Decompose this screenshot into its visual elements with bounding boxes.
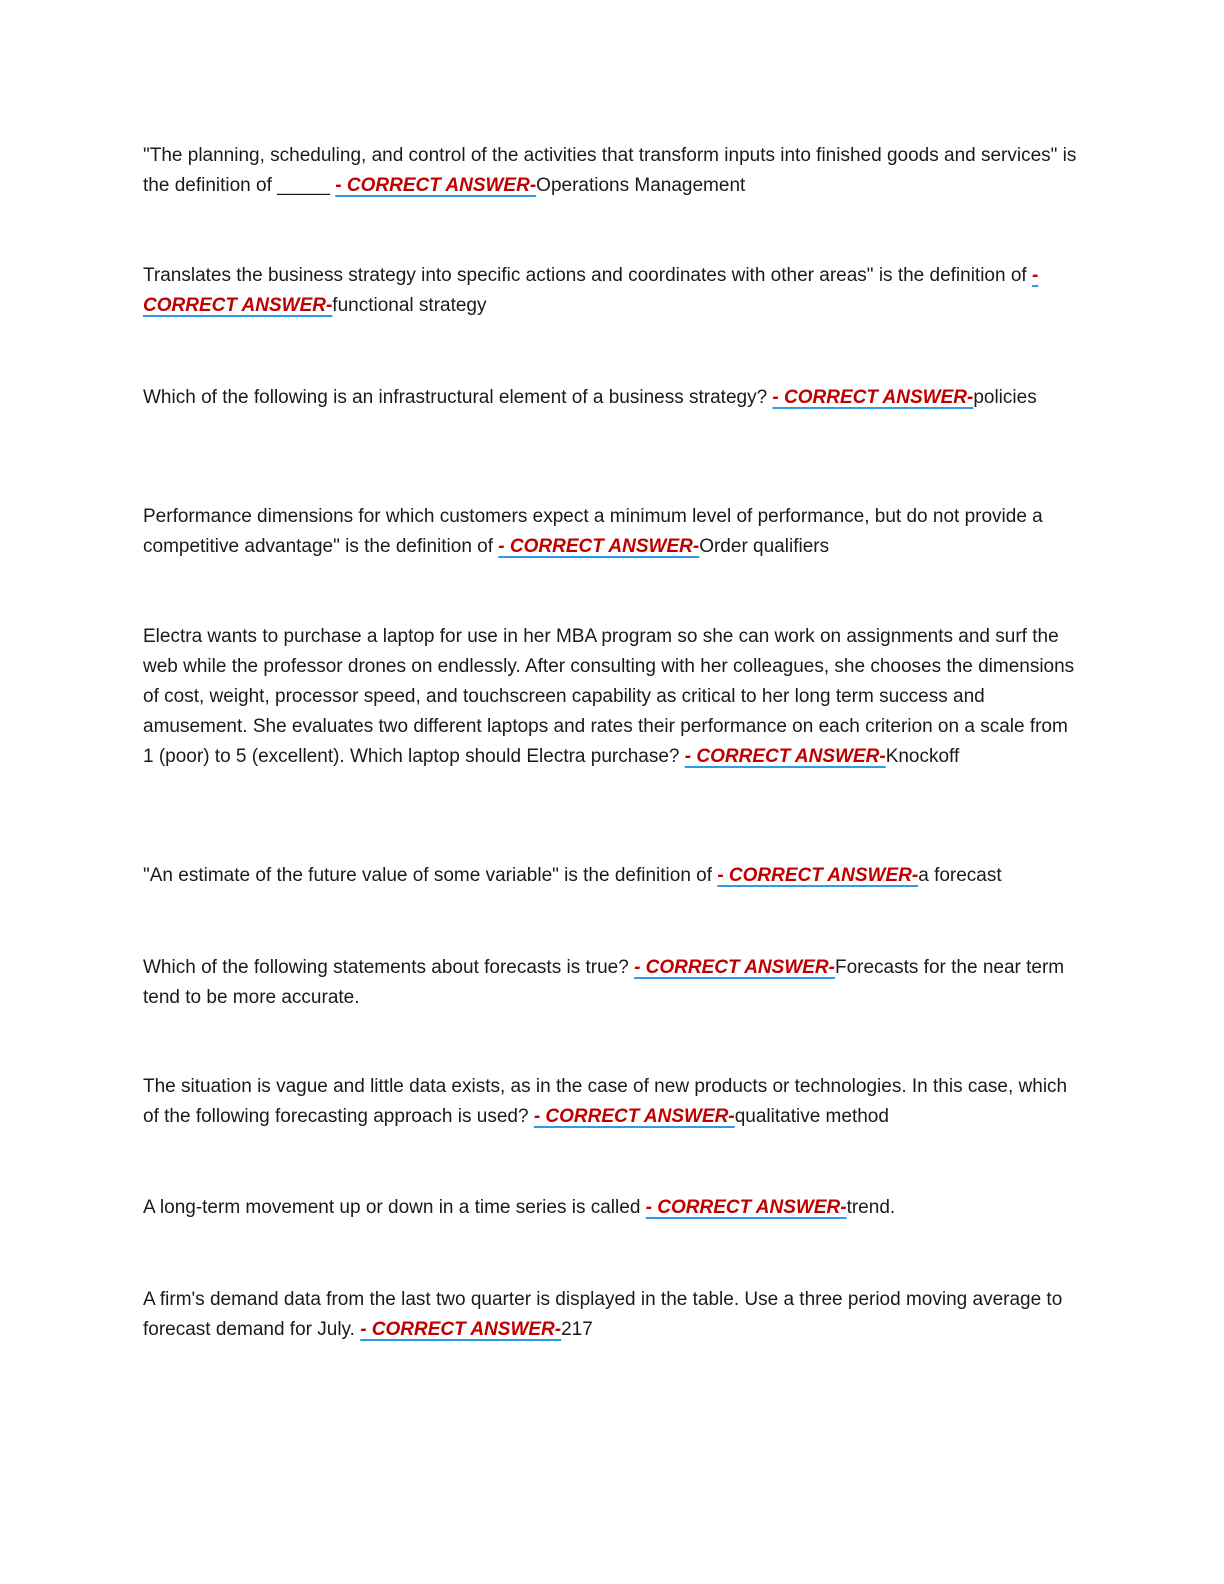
- question-text: Electra wants to purchase a laptop for use in her MBA program so she can work on assignments and surf the web while the professor drones on endlessly. After consulting with her colleagues, she chooses the dimensions of cost, weight, processor speed, and touchscreen capability as critical to her long term success and amusement. She evaluates two different laptops and rates their performance on each criterion on a scale from 1 (poor) to 5 (excellent). Which laptop should Electra purchase?: [143, 626, 1075, 767]
- answer-text: Operations Management: [536, 175, 746, 196]
- question-text: "An estimate of the future value of some variable" is the definition of: [143, 865, 718, 886]
- qa-item-4: [143, 502, 1078, 562]
- answer-text: Knockoff: [885, 746, 960, 767]
- qa-item-10: [143, 1285, 1078, 1345]
- question-text: "The planning, scheduling, and control of the activities that transform inputs into finished goods and services" is the definition of _____: [143, 145, 1077, 196]
- answer-text: qualitative method: [734, 1106, 889, 1127]
- correct-answer-marker: - CORRECT ANSWER-: [645, 1197, 847, 1218]
- qa-item-3: [143, 383, 1078, 413]
- correct-answer-marker: - CORRECT ANSWER-: [143, 265, 1039, 316]
- correct-answer-marker: - CORRECT ANSWER-: [360, 1319, 562, 1340]
- answer-text: Forecasts for the near term tend to be more accurate.: [143, 957, 1065, 1008]
- answer-text: trend.: [846, 1197, 896, 1218]
- qa-item-6: [143, 861, 1078, 891]
- question-text: Which of the following is an infrastructural element of a business strategy?: [143, 387, 773, 408]
- correct-answer-marker: - CORRECT ANSWER-: [498, 536, 700, 557]
- answer-text: 217: [561, 1319, 593, 1340]
- correct-answer-marker: - CORRECT ANSWER-: [684, 746, 886, 767]
- answer-text: functional strategy: [332, 295, 487, 316]
- question-text: A long-term movement up or down in a time series is called: [143, 1197, 646, 1218]
- qa-item-7: [143, 953, 1078, 1013]
- question-text: A firm's demand data from the last two quarter is displayed in the table. Use a three period moving average to forecast demand for July.: [143, 1289, 1063, 1340]
- qa-item-9: [143, 1193, 1078, 1223]
- answer-text: Order qualifiers: [699, 536, 830, 557]
- question-text: Performance dimensions for which customers expect a minimum level of performance, but do not provide a competitive advantage" is the definition of: [143, 506, 1043, 557]
- answer-text: policies: [973, 387, 1037, 408]
- question-text: Translates the business strategy into specific actions and coordinates with other areas" is the definition of: [143, 265, 1032, 286]
- question-text: Which of the following statements about forecasts is true?: [143, 957, 635, 978]
- correct-answer-marker: - CORRECT ANSWER-: [533, 1106, 735, 1127]
- qa-item-8: [143, 1072, 1078, 1132]
- correct-answer-marker: - CORRECT ANSWER-: [335, 175, 537, 196]
- answer-text: a forecast: [918, 865, 1002, 886]
- correct-answer-marker: - CORRECT ANSWER-: [634, 957, 835, 978]
- question-text: The situation is vague and little data exists, as in the case of new products or technologies. In this case, which of the following forecasting approach is used?: [143, 1076, 1068, 1127]
- correct-answer-marker: - CORRECT ANSWER-: [717, 865, 919, 886]
- qa-item-2: [143, 261, 1078, 321]
- correct-answer-marker: - CORRECT ANSWER-: [772, 387, 974, 408]
- qa-item-1: [143, 141, 1078, 201]
- qa-item-5: [143, 622, 1078, 772]
